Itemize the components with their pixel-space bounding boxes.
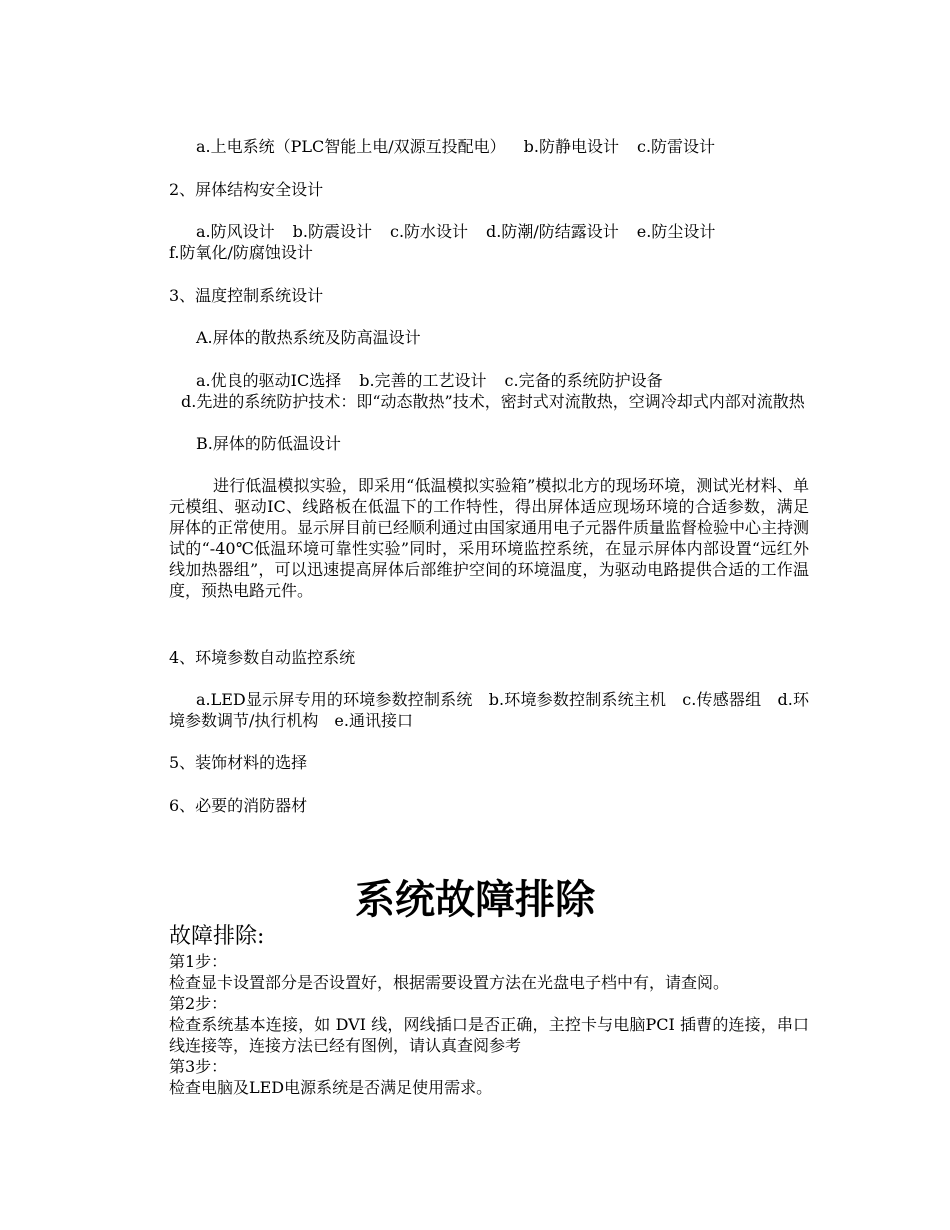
fire-heading: 6、必要的消防器材 [169, 796, 308, 815]
structure-item: b.防震设计 [292, 222, 372, 241]
power-item-a: a.上电系统（PLC智能上电/双源互投配电） [196, 137, 506, 156]
power-items-line [196, 136, 715, 157]
structure-item: a.防风设计 [196, 222, 275, 241]
structure-item: c.防水设计 [389, 222, 469, 241]
structure-item: d.防潮/防结露设计 [486, 222, 619, 241]
troubleshooting-title: 系统故障排除 [355, 877, 595, 923]
step-label: 第3步： [169, 1057, 228, 1076]
structure-heading: 2、屏体结构安全设计 [169, 180, 324, 199]
structure-item-f: f.防氧化/防腐蚀设计 [169, 243, 313, 262]
low-temperature-paragraph: 进行低温模拟实验，即采用“低温模拟实验箱”模拟北方的现场环境，测试光材料、单元模组、驱动IC、线路板在低温下的工作特性，得出屏体适应现场环境的合适参数，满足屏体的正常使用。显示屏目前已经顺利通过由国家通用电子元器件质量监督检验中心主持测试的“-40℃低温环境可靠性实验”同时，采用环境监控系统，在显示屏体内部设置“远红外线加热器组”，可以迅速提高屏体后部维护空间的环境温度，为驱动电路提供合适的工作温度，预热电路元件。 [169, 476, 810, 600]
temperature-item-d: d.先进的系统防护技术：即“动态散热”技术，密封式对流散热，空调冷却式内部对流散热 [181, 392, 805, 411]
step-text: 检查显卡设置部分是否设置好，根据需要设置方法在光盘电子档中有，请查阅。 [169, 973, 730, 992]
temperature-items-line [196, 370, 663, 391]
step-label: 第1步： [169, 952, 228, 971]
decoration-heading: 5、装饰材料的选择 [169, 753, 308, 772]
power-item-c: c.防雷设计 [637, 137, 716, 156]
power-item-b: b.防静电设计 [523, 137, 619, 156]
troubleshooting-subtitle: 故障排除: [169, 924, 265, 949]
structure-items-line [196, 221, 715, 242]
temperature-item: b.完善的工艺设计 [359, 371, 487, 390]
structure-item: e.防尘设计 [636, 222, 716, 241]
step-text: 检查电脑及LED电源系统是否满足使用需求。 [169, 1078, 493, 1097]
temperature-heading: 3、温度控制系统设计 [169, 286, 324, 305]
step-text: 检查系统基本连接，如 DVI 线，网线插口是否正确，主控卡与电脑PCI 插曹的连接，串口线连接等，连接方法已经有图例，请认真查阅参考 [169, 1015, 809, 1055]
temperature-item: a.优良的驱动IC选择 [196, 371, 342, 390]
monitoring-items: a.LED显示屏专用的环境参数控制系统 b.环境参数控制系统主机 c.传感器组 d.环境参数调节/执行机构 e.通讯接口 [169, 690, 809, 730]
temperature-section-a: A.屏体的散热系统及防高温设计 [196, 328, 421, 347]
monitoring-heading: 4、环境参数自动监控系统 [169, 648, 356, 667]
temperature-item: c.完备的系统防护设备 [504, 371, 663, 390]
temperature-section-b: B.屏体的防低温设计 [196, 434, 341, 453]
step-label: 第2步： [169, 994, 228, 1013]
